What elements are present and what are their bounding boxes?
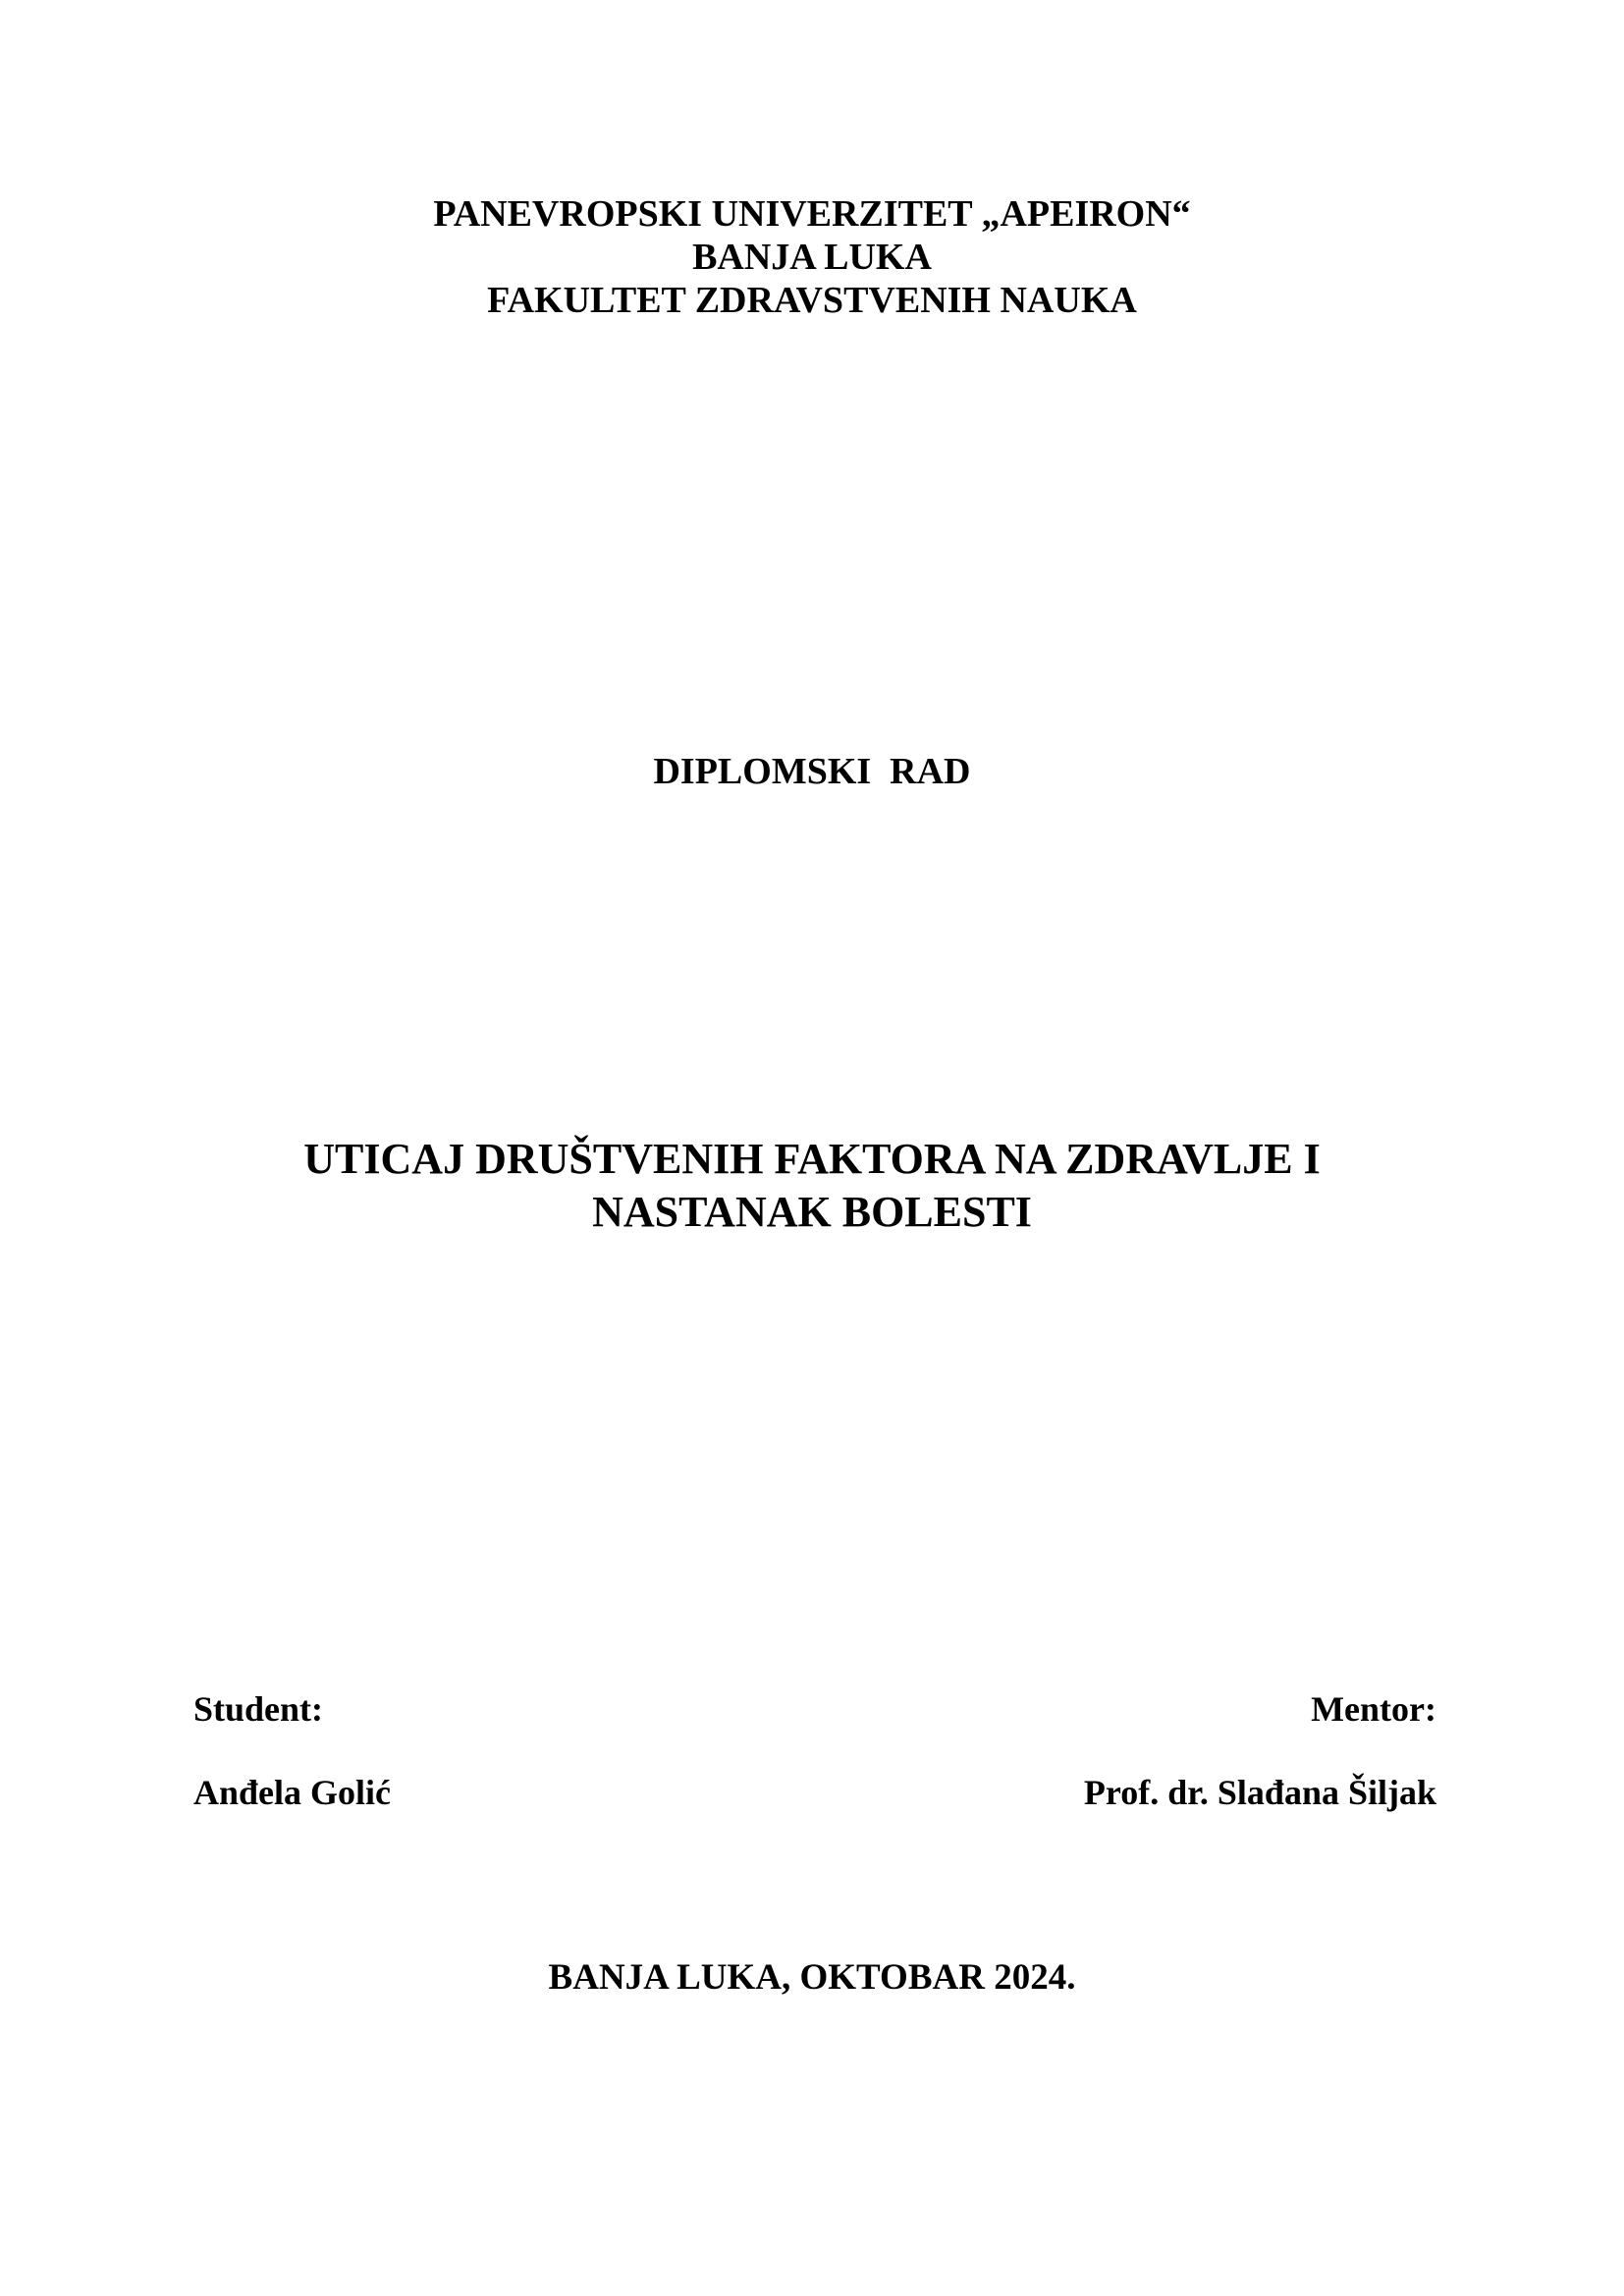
mentor-label: Mentor: <box>1311 1689 1436 1729</box>
thesis-title-line-1: UTICAJ DRUŠTVENIH FAKTORA NA ZDRAVLJE I <box>303 1135 1321 1183</box>
institution-header <box>0 192 1624 322</box>
university-city: BANJA LUKA <box>692 237 932 278</box>
thesis-type: DIPLOMSKI RAD <box>653 751 971 792</box>
place-and-date: BANJA LUKA, OKTOBAR 2024. <box>548 1957 1076 1998</box>
university-name: PANEVROPSKI UNIVERZITET „APEIRON“ <box>433 193 1191 235</box>
faculty-name: FAKULTET ZDRAVSTVENIH NAUKA <box>487 280 1137 321</box>
mentor-name: Prof. dr. Slađana Šiljak <box>1083 1773 1436 1812</box>
student-name: Anđela Golić <box>193 1773 392 1812</box>
thesis-title <box>0 1133 1624 1239</box>
student-label: Student: <box>193 1689 324 1729</box>
names-row <box>193 1772 1436 1813</box>
role-labels-row <box>193 1688 1436 1730</box>
thesis-title-line-2: NASTANAK BOLESTI <box>592 1188 1032 1236</box>
